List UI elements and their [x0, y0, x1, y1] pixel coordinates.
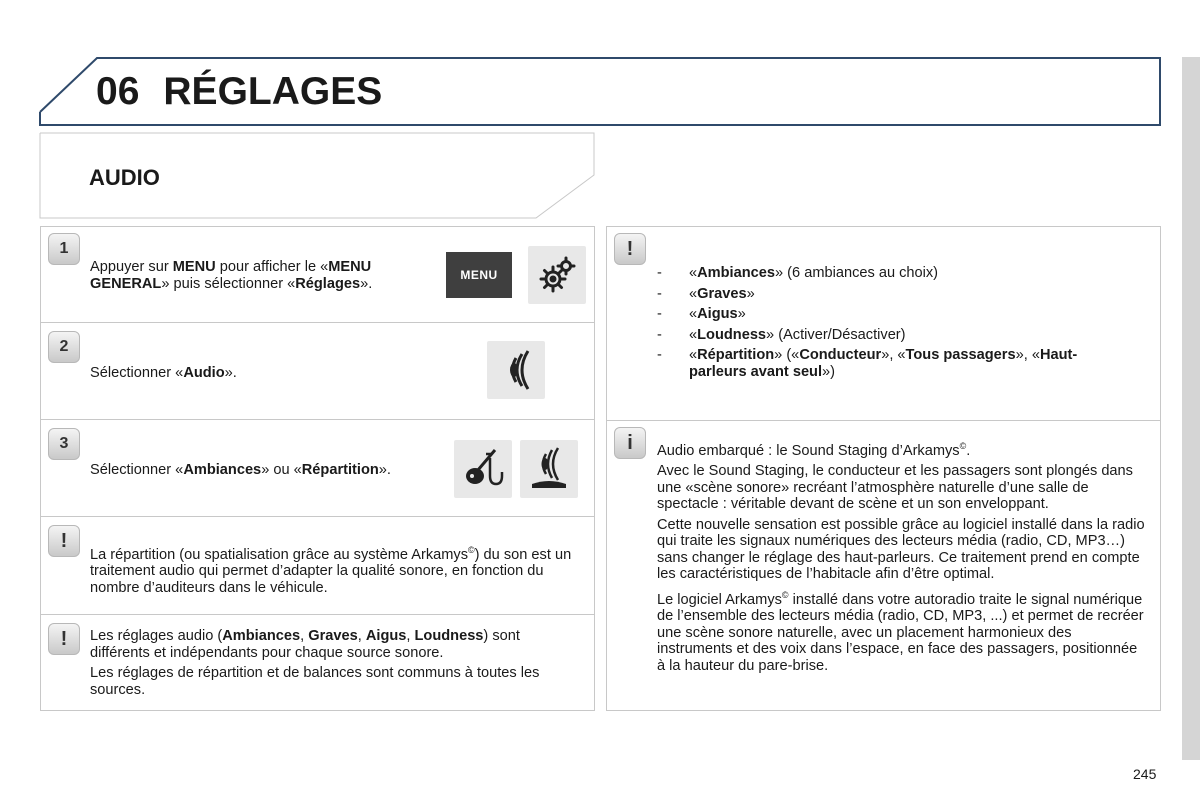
step-3-text-c: » ou « — [261, 462, 302, 478]
note-left-2-p2: Les réglages de répartition et de balances sont communs à toutes les sources. — [90, 665, 540, 698]
note-left-2-p1 — [90, 628, 580, 661]
note-left-2-p1-i: ) sont différents et indépendants pour chaque source sonore. — [90, 628, 520, 661]
settings-gears-icon — [528, 246, 586, 304]
info-text — [657, 438, 1147, 678]
info-p4-a: Le logiciel Arkamys — [657, 591, 782, 608]
step-1-badge: 1 — [48, 233, 80, 265]
warning-icon: ! — [614, 233, 646, 265]
note-left-2-p1-g: , — [406, 628, 415, 644]
note-left-1-text-b: ) du son est un traitement audio qui permet d’adapter la qualité sonore, en fonction du nombre d’auditeurs dans le véhicule. — [90, 546, 572, 596]
repartition-speaker-icon — [520, 440, 578, 498]
list-item-open: « — [689, 326, 698, 343]
info-p3: Cette nouvelle sensation est possible grâce au logiciel installé dans la radio qui traite les signaux numériques des lecteurs média (radio, CD, MP3…) sans changer le réglage des haut-parleurs. Ce traitement prend en compte les caractéristiques de l’habitacle afin d’être optimal. — [657, 516, 1145, 583]
info-p1-a: Audio embarqué : le Sound Staging d’Arkamys — [657, 442, 960, 459]
list-item — [657, 347, 1127, 380]
note-left-2-p1-d: Graves — [308, 628, 358, 644]
list-item-open: « — [689, 265, 698, 281]
step-1-panel — [40, 226, 595, 323]
list-item-part: « — [689, 347, 698, 363]
note-left-1-text — [90, 542, 580, 596]
step-1-text-c: pour afficher le « — [215, 259, 329, 275]
audio-speaker-icon — [487, 341, 545, 399]
list-item-rest: » (6 ambiances au choix) — [775, 265, 939, 281]
warning-icon: ! — [48, 623, 80, 655]
list-item-open: « — [689, 306, 698, 322]
info-icon: i — [614, 427, 646, 459]
list-item-bold: Ambiances — [697, 265, 775, 281]
chapter-title: RÉGLAGES — [163, 70, 383, 113]
info-p1 — [657, 438, 1147, 459]
list-item-open: « — [689, 285, 698, 302]
step-3-text-d: Répartition — [301, 462, 379, 478]
list-item-bold: Loudness — [697, 326, 767, 343]
step-3-panel — [40, 419, 595, 517]
list-item — [657, 306, 1127, 323]
info-p2: Avec le Sound Staging, le conducteur et les passagers sont plongés dans une «scène sonore» recréant l’atmosphère naturelle d’une salle de spectacle : véritable devant de scène et un son enveloppant. — [657, 463, 1133, 513]
list-item-bold: Aigus — [697, 306, 738, 322]
step-3-text — [90, 462, 440, 479]
page-edge-tab — [1182, 57, 1200, 760]
info-p4-sup: © — [781, 589, 789, 600]
list-item — [657, 327, 1127, 344]
list-item-part: ») — [822, 363, 836, 380]
list-item-part: », « — [1015, 347, 1040, 363]
list-item — [657, 265, 1127, 282]
step-2-text-c: ». — [224, 365, 237, 381]
step-1-text-b: MENU — [172, 259, 216, 275]
list-item-rest: » (Activer/Désactiver) — [766, 326, 906, 343]
menu-button-icon: MENU — [446, 252, 512, 298]
list-item — [657, 286, 1127, 303]
settings-list — [657, 265, 1127, 384]
step-1-text-a: Appuyer sur — [90, 259, 173, 275]
info-p4-b: installé dans votre autoradio traite le signal numérique de l’ensemble des lecteurs média (radio, CD, MP3, ...) et permet de recréer une scène sonore naturelle, avec un placement harmonieux des instruments et des voix dans l’espace, en face des passagers, positionnée à la hauteur du pare-brise. — [657, 591, 1144, 674]
list-item-rest: » — [737, 306, 746, 322]
note-left-2-p1-f: Aigus — [365, 628, 407, 644]
note-left-2-panel — [40, 614, 595, 711]
page-number: 245 — [1133, 766, 1157, 782]
note-left-2-p1-a: Les réglages audio ( — [90, 628, 223, 644]
note-left-1-panel — [40, 516, 595, 615]
chapter-number: 06 — [96, 70, 140, 113]
note-left-2-p1-b: Ambiances — [222, 628, 301, 644]
note-left-2-text — [90, 628, 580, 702]
step-1-text-e: » puis sélectionner « — [161, 275, 296, 292]
step-1-text-g: ». — [360, 275, 373, 292]
list-item-bold: Haut-parleurs avant seul — [689, 347, 1078, 380]
step-3-text-e: ». — [378, 462, 391, 478]
settings-list-panel — [606, 226, 1161, 421]
warning-icon: ! — [48, 525, 80, 557]
step-2-text — [90, 365, 440, 382]
list-item-part: », « — [881, 347, 906, 363]
list-item-rest: » — [746, 285, 755, 302]
info-p4 — [657, 587, 1147, 674]
step-3-badge: 3 — [48, 428, 80, 460]
note-left-2-p1-c: , — [300, 628, 309, 644]
list-item-bold: Répartition — [697, 347, 775, 363]
list-item-bold: Tous passagers — [905, 347, 1016, 363]
list-item-bold: Graves — [697, 285, 747, 302]
ambiance-instruments-icon — [454, 440, 512, 498]
step-2-text-a: Sélectionner « — [90, 365, 184, 381]
note-left-1-text-a: La répartition (ou spatialisation grâce au système Arkamys — [90, 546, 468, 563]
step-1-text-d: MENU GENERAL — [90, 259, 372, 292]
note-left-2-p1-e: , — [357, 628, 366, 644]
chapter-heading — [96, 70, 382, 114]
step-1-text-f: Réglages — [295, 275, 361, 292]
step-2-text-b: Audio — [183, 365, 225, 381]
step-2-badge: 2 — [48, 331, 80, 363]
info-p1-b: . — [966, 442, 971, 459]
note-left-1-sup: © — [468, 545, 475, 555]
section-title: AUDIO — [89, 165, 160, 190]
info-p1-sup: © — [959, 441, 967, 451]
list-item-part: » (« — [774, 347, 800, 363]
step-3-text-a: Sélectionner « — [90, 462, 184, 478]
step-3-text-b: Ambiances — [183, 462, 262, 478]
list-item-bold: Conducteur — [799, 347, 882, 363]
note-left-2-p1-h: Loudness — [414, 628, 484, 644]
step-1-text — [90, 259, 420, 292]
info-panel — [606, 420, 1161, 711]
step-2-panel — [40, 322, 595, 420]
